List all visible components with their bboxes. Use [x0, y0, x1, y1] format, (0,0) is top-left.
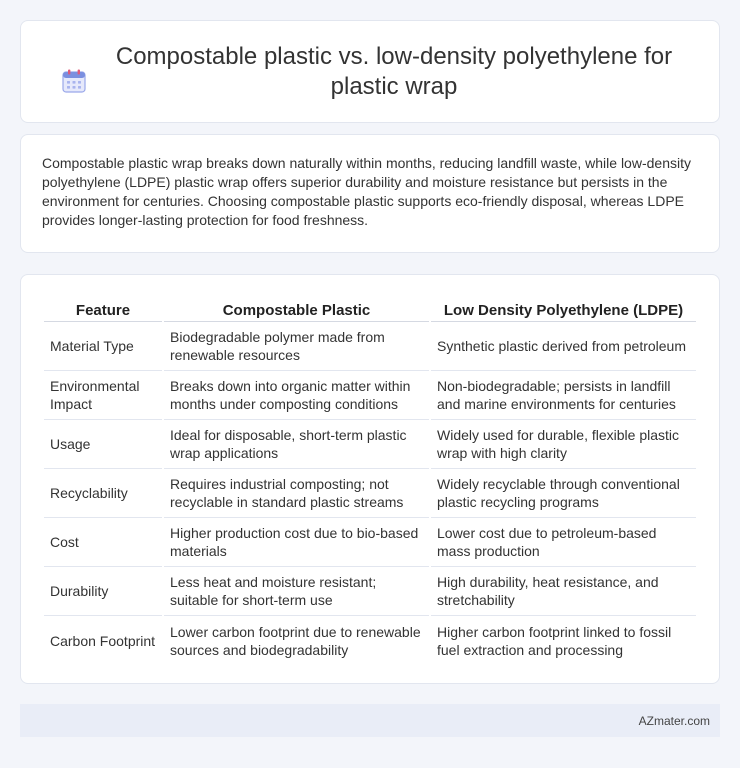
table-row: [44, 322, 696, 371]
cell-ldpe: Lower cost due to petroleum-based mass production: [431, 518, 696, 567]
cell-ldpe: Widely recyclable through conventional plastic recycling programs: [431, 469, 696, 518]
cell-compostable: Higher production cost due to bio-based materials: [164, 518, 429, 567]
cell-feature: Usage: [44, 420, 162, 469]
calendar-icon: [61, 68, 87, 94]
header-compostable: Compostable Plastic: [164, 294, 429, 322]
cell-compostable: Breaks down into organic matter within months under composting conditions: [164, 371, 429, 420]
summary-text: Compostable plastic wrap breaks down naturally within months, reducing landfill waste, while low-density polyethylene (LDPE) plastic wrap offers superior durability and moisture resistance but persists in the environment for centuries. Choosing compostable plastic supports eco-friendly disposal, whereas LDPE provides longer-lasting protection for food freshness.: [42, 155, 691, 228]
comparison-table-card: [20, 274, 720, 684]
footer-brand: AZmater.com: [638, 713, 710, 728]
cell-feature: Material Type: [44, 322, 162, 371]
table-row: [44, 518, 696, 567]
table-header-row: [44, 294, 696, 322]
table-row: [44, 420, 696, 469]
cell-ldpe: Non-biodegradable; persists in landfill and marine environments for centuries: [431, 371, 696, 420]
cell-compostable: Less heat and moisture resistant; suitable for short-term use: [164, 567, 429, 616]
title-card: [20, 20, 720, 123]
cell-ldpe: High durability, heat resistance, and stretchability: [431, 567, 696, 616]
cell-compostable: Lower carbon footprint due to renewable sources and biodegradability: [170, 623, 421, 658]
header-ldpe: Low Density Polyethylene (LDPE): [431, 294, 696, 322]
cell-compostable: Ideal for disposable, short-term plastic wrap applications: [164, 420, 429, 469]
table-row: [44, 616, 696, 665]
footer: [20, 704, 720, 737]
cell-ldpe: Widely used for durable, flexible plastic wrap with high clarity: [431, 420, 696, 469]
cell-compostable: Requires industrial composting; not recyclable in standard plastic streams: [164, 469, 429, 518]
cell-feature: Environmental Impact: [44, 371, 162, 420]
cell-compostable: Biodegradable polymer made from renewable resources: [164, 322, 429, 371]
cell-feature: Cost: [44, 518, 162, 567]
cell-feature: Carbon Footprint: [50, 632, 156, 649]
cell-ldpe: Higher carbon footprint linked to fossil fuel extraction and processing: [437, 623, 672, 658]
page-title: Compostable plastic vs. low-density polyethylene for plastic wrap: [115, 42, 673, 100]
comparison-table: [42, 294, 698, 665]
table-row: [44, 371, 696, 420]
summary-card: [20, 134, 720, 253]
header-feature: Feature: [44, 294, 162, 322]
cell-feature: Durability: [44, 567, 162, 616]
table-row: [44, 469, 696, 518]
cell-feature: Recyclability: [44, 469, 162, 518]
cell-ldpe: Synthetic plastic derived from petroleum: [431, 322, 696, 371]
table-row: [44, 567, 696, 616]
title-wrap: [61, 42, 679, 102]
